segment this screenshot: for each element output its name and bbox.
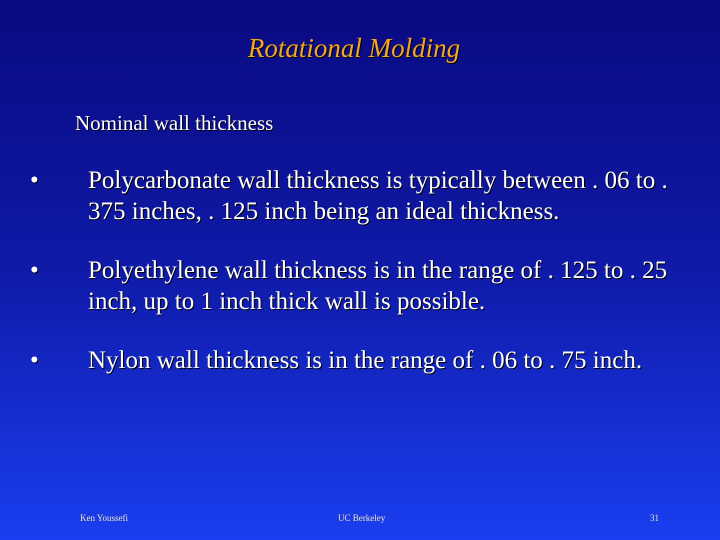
bullet-item [30,165,670,227]
bullet-text: Polycarbonate wall thickness is typically between . 06 to . 375 inches, . 125 inch being an ideal thickness. [88,167,668,225]
slide-subtitle: Nominal wall thickness [75,111,274,135]
footer-author: Ken Youssefi [80,513,129,523]
slide-title: Rotational Molding [247,33,461,63]
bullet-item [30,345,670,376]
bullet-text: Polyethylene wall thickness is in the range of . 125 to . 25 inch, up to 1 inch thick wall is possible. [88,257,668,315]
bullet-icon: • [30,347,39,374]
bullet-icon: • [30,167,39,194]
bullet-list [30,165,670,376]
slide-number: 31 [650,513,659,523]
bullet-item [30,255,670,317]
bullet-text: Nylon wall thickness is in the range of . 06 to . 75 inch. [88,347,643,374]
footer-institution: UC Berkeley [338,513,386,523]
bullet-icon: • [30,257,39,284]
